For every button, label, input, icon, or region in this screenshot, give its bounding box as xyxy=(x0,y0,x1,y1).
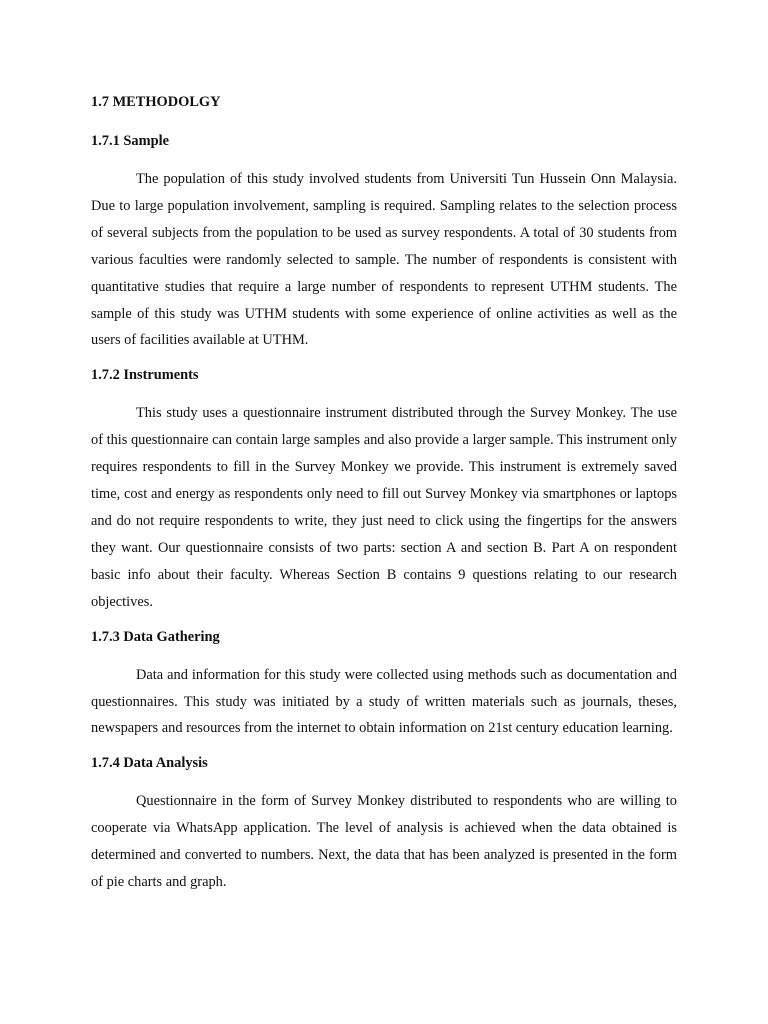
section-heading: 1.7.4 Data Analysis xyxy=(91,755,208,772)
section-heading: 1.7.2 Instruments xyxy=(91,367,199,384)
section-sample xyxy=(91,131,677,354)
section-paragraph: The population of this study involved students from Universiti Tun Hussein Onn Malaysia. Due to large population involvement, sampling is required. Sampling relates to the selection process of several subjects from the population to be used as survey respondents. A total of 30 students from various faculties were randomly selected to sample. The number of respondents is consistent with quantitative studies that require a large number of respondents to represent UTHM students. The sample of this study was UTHM students with some experience of online activities as well as the users of facilities available at UTHM. xyxy=(91,171,677,349)
section-instruments xyxy=(91,365,677,615)
section-data-gathering xyxy=(91,627,677,743)
section-data-analysis xyxy=(91,753,677,896)
section-paragraph: Data and information for this study were collected using methods such as documentation and questionnaires. This study was initiated by a study of written materials such as journals, theses, newspapers and resources from the internet to obtain information on 21st century education learning. xyxy=(91,666,677,737)
section-heading: 1.7.1 Sample xyxy=(91,133,169,149)
section-heading: 1.7.3 Data Gathering xyxy=(91,628,220,645)
section-paragraph: Questionnaire in the form of Survey Monkey distributed to respondents who are willing to cooperate via WhatsApp application. The level of analysis is achieved when the data obtained is determined and converted to numbers. Next, the data that has been analyzed is presented in the form of pie charts and graph. xyxy=(91,793,677,891)
chapter-title: 1.7 METHODOLGY xyxy=(91,94,221,110)
section-paragraph: This study uses a questionnaire instrument distributed through the Survey Monkey. The use of this questionnaire can contain large samples and also provide a larger sample. This instrument only requires respondents to fill in the Survey Monkey we provide. This instrument is extremely saved time, cost and energy as respondents only need to fill out Survey Monkey via smartphones or laptops and do not require respondents to write, they just need to click using the fingertips for the answers they want. Our questionnaire consists of two parts: section A and section B. Part A on respondent basic info about their faculty. Whereas Section B contains 9 questions relating to our research objectives. xyxy=(91,405,677,610)
